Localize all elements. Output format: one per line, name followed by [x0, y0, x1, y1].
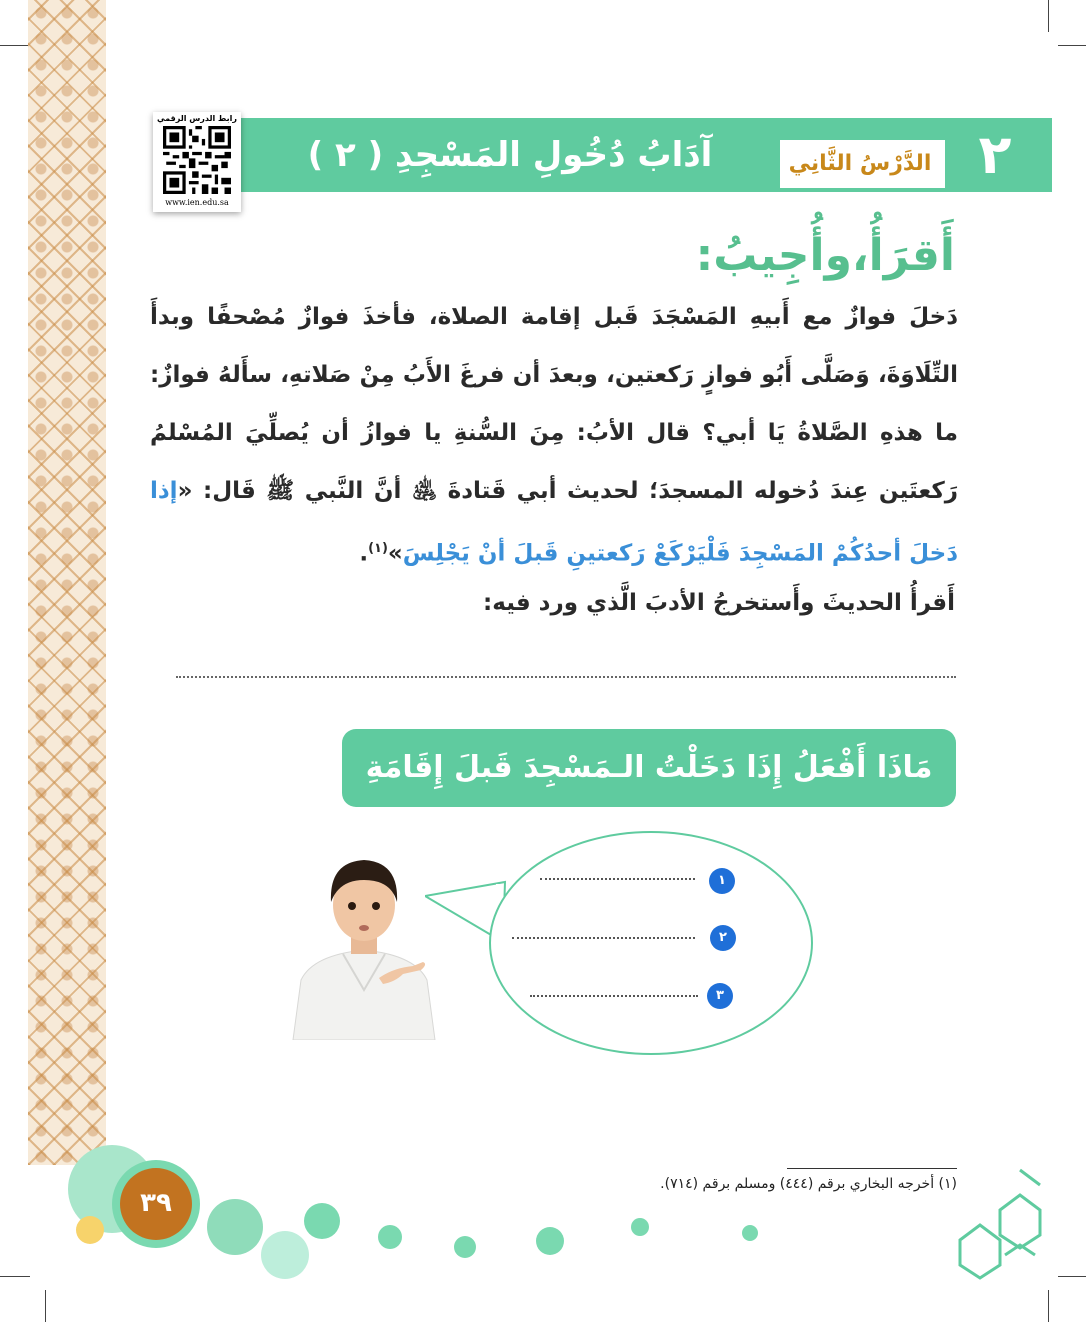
- lesson-title: آدَابُ دُخُولِ المَسْجِدِ ( ٢ ): [307, 135, 713, 175]
- answer-line-3[interactable]: [530, 995, 698, 997]
- question-banner: مَاذَا أَفْعَلُ إِذَا دَخَلْتُ الـمَسْجِدَ قَبلَ إِقَامَةِ: [342, 729, 956, 807]
- crop-mark: [0, 45, 30, 46]
- qr-code-card[interactable]: [153, 112, 241, 212]
- crop-mark: [1048, 0, 1049, 32]
- footnote-text: (١) أخرجه البخاري برقم (٤٤٤) ومسلم برقم (٧١٤).: [660, 1176, 957, 1192]
- instruction-text: أَقرأُ الحديثَ وأَستخرجُ الأدبَ الَّذي ورد فيه:: [483, 590, 955, 616]
- section-heading: أَقرَأُ،وأُجِيبُ:: [695, 230, 955, 281]
- crop-mark: [45, 1290, 46, 1322]
- page-number: ٣٩: [120, 1168, 192, 1240]
- answer-line[interactable]: [176, 676, 956, 678]
- qr-caption: رابط الدرس الرقمي: [157, 114, 237, 123]
- answer-number-badge: ٣: [707, 983, 733, 1009]
- lesson-label: الدَّرْسُ الثَّانِي: [788, 151, 932, 176]
- qr-url: www.ien.edu.sa: [165, 198, 229, 207]
- hadith-quote: إذا دَخلَ أحدُكُمْ المَسْجِدَ فَلْيَرْكَعْ رَكعتينِ قَبلَ أنْ يَجْلِسَ: [150, 478, 958, 567]
- answer-line-1[interactable]: [540, 878, 695, 880]
- decorative-side-pattern: [28, 0, 106, 1165]
- footnote-reference: (١): [368, 541, 388, 556]
- story-end: .: [359, 540, 369, 567]
- crop-mark: [1048, 1290, 1049, 1322]
- footnote-divider: [787, 1168, 957, 1169]
- crop-mark: [1058, 45, 1086, 46]
- answer-number-badge: ٢: [710, 925, 736, 951]
- speech-bubble: [489, 831, 813, 1055]
- qr-code-icon: [163, 126, 231, 194]
- decorative-geometric-corner: [950, 1160, 1050, 1280]
- answer-line-2[interactable]: [512, 937, 695, 939]
- crop-mark: [0, 1276, 30, 1277]
- quote-close: »: [387, 540, 403, 567]
- story-text: دَخلَ فوازٌ مع أَبيهِ المَسْجَدَ قَبل إقامة الصلاة، فأخذَ فوازٌ مُصْحفًا وبدأَ التِّلَاوَةَ، وَصَلَّى أَبُو فوازٍ رَكعتين، وبعدَ أن فرغَ الأَبُ مِنْ صَلاتهِ، سأَلهُ فوازٌ: ما هذهِ الصَّلاةُ يَا أبي؟ قال الأبُ: مِنَ السُّنةِ يا فوازُ أن يُصلِّيَ المُسْلمُ رَكعتَين عِندَ دُخوله المسجدَ؛ لحديث أبي قَتادةَ ﵁ أنَّ النَّبي ﷺ قَال: «: [150, 304, 958, 504]
- story-paragraph: [150, 288, 958, 583]
- boy-pointing-image: [283, 850, 445, 1040]
- answer-number-badge: ١: [709, 868, 735, 894]
- lesson-number: ٢: [978, 123, 1012, 186]
- crop-mark: [1058, 1276, 1086, 1277]
